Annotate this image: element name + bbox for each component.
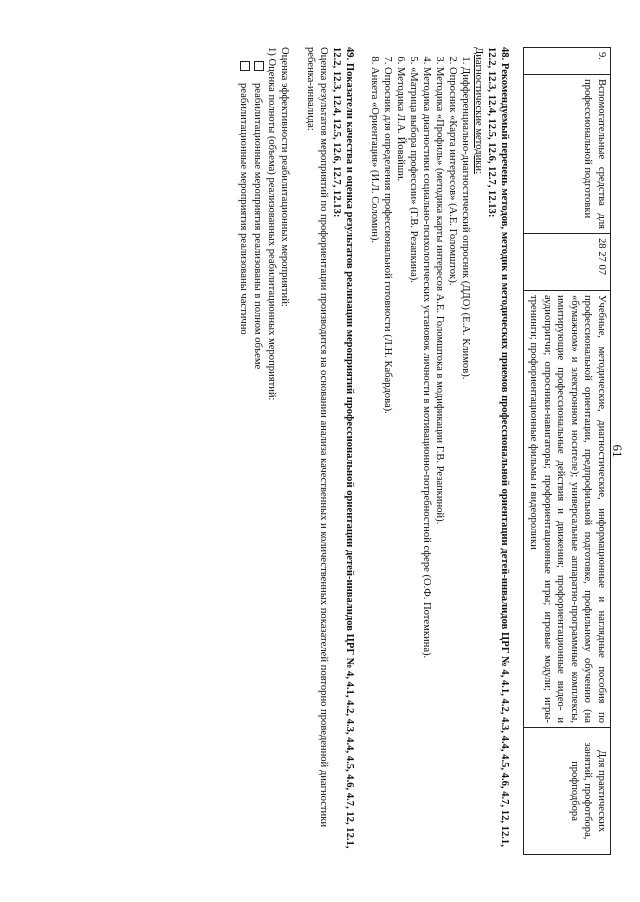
list-item: 6. Методика Л.А. Йовайши. <box>394 67 407 861</box>
row-name: Вспомогательные средства для профессиональной подготовки <box>524 75 611 234</box>
page-number: 61 <box>610 444 625 458</box>
row-description: Учебные, методические, диагностические, информационные и наглядные пособия по профессиональной ориентации, предпрофильной подготовке, профильному обучению (на «бумажном» и электронном носителе); универсальные аппаратно-программные комплексы, имитирующие профессиональные действия и движения; профориентационные видео- и аудиопритчи; опросники-навигаторы; профориентационные игры; игровые модули; игры-тренинги; профориентационные фильмы и видеоролики <box>524 291 611 728</box>
section-49-paragraph: Оценка результатов мероприятий по профориентации производится на основании анализа качественных и количественных показателей повторно проведенной диагностики ребенка-инвалида: <box>305 47 330 828</box>
section-49-title: 49. Показатели качества и оценка результатов реализации мероприятий профессиональной ориентации детей-инвалидов ЦРГ № 4, 4.1, 4.2, 4.3, 4.4, 4.5, 4.6, 4.7, 12, 12.1, 12.2, 12.3, 12.4, 12.5, 12.6, 12.7, 12.13: <box>331 47 356 849</box>
methods-list <box>368 47 472 861</box>
list-item: 2. Опросник «Карта интересов» (А.Е. Голомшток). <box>446 67 459 861</box>
checkbox-icon[interactable] <box>240 61 250 71</box>
row-purpose: Для практических занятий, профотбора, профподбора <box>524 728 611 855</box>
section-48 <box>368 41 511 861</box>
checkbox-icon[interactable] <box>254 61 264 71</box>
checkbox-label: реабилитационные мероприятия реализованы частично <box>238 83 250 335</box>
evaluation-subtitle: 1) Оценка полноты (объема) реализованных реабилитационных мероприятий: <box>266 47 278 401</box>
list-item: 1. Дифференциально-диагностический опросник (ДДО) (Е.А. Климов). <box>459 67 472 861</box>
section-48-title: 48. Рекомендуемый перечень методов, методик и методических приемов профессиональной ориентации детей-инвалидов ЦРГ № 4, 4.1, 4.2, 4.3, 4.4, 4.5, 4.6, 4.7, 12, 12.1, 12.2, 12.3, 12.4, 12.5, 12.6, 12.7, 12.13: <box>486 47 511 847</box>
checkbox-option[interactable] <box>237 61 251 861</box>
evaluation-title: Оценка эффективности реабилитационных мероприятий: <box>279 47 291 307</box>
list-item: 5. «Матрица выбора профессии» (Г.В. Резапкина). <box>407 67 420 861</box>
list-item: 7. Опросник для определения профессиональной готовности (Л.Н. Кабардова). <box>381 67 394 861</box>
checkbox-label: реабилитационные мероприятия реализованы в полном объеме <box>252 83 264 370</box>
section-49 <box>237 41 356 861</box>
section-48-subtitle: Диагностические методики: <box>473 47 485 175</box>
list-item: 8. Анкета «Ориентация» (И.Л. Соломин). <box>368 67 381 861</box>
checkbox-option[interactable] <box>251 61 265 861</box>
row-code: 28 27 07 <box>524 234 611 291</box>
table-row <box>524 48 611 855</box>
row-number: 9. <box>524 48 611 75</box>
equipment-table <box>523 47 611 855</box>
document-content <box>25 41 615 861</box>
list-item: 3. Методика «Профиль» (методика карты интересов А.Е. Голомштока в модификации Г.В. Резапкиной). <box>433 67 446 861</box>
list-item: 4. Методика диагностики социально-психологических установок личности в мотивационно-потребностной сфере (О.Ф. Потемкина). <box>420 67 433 861</box>
